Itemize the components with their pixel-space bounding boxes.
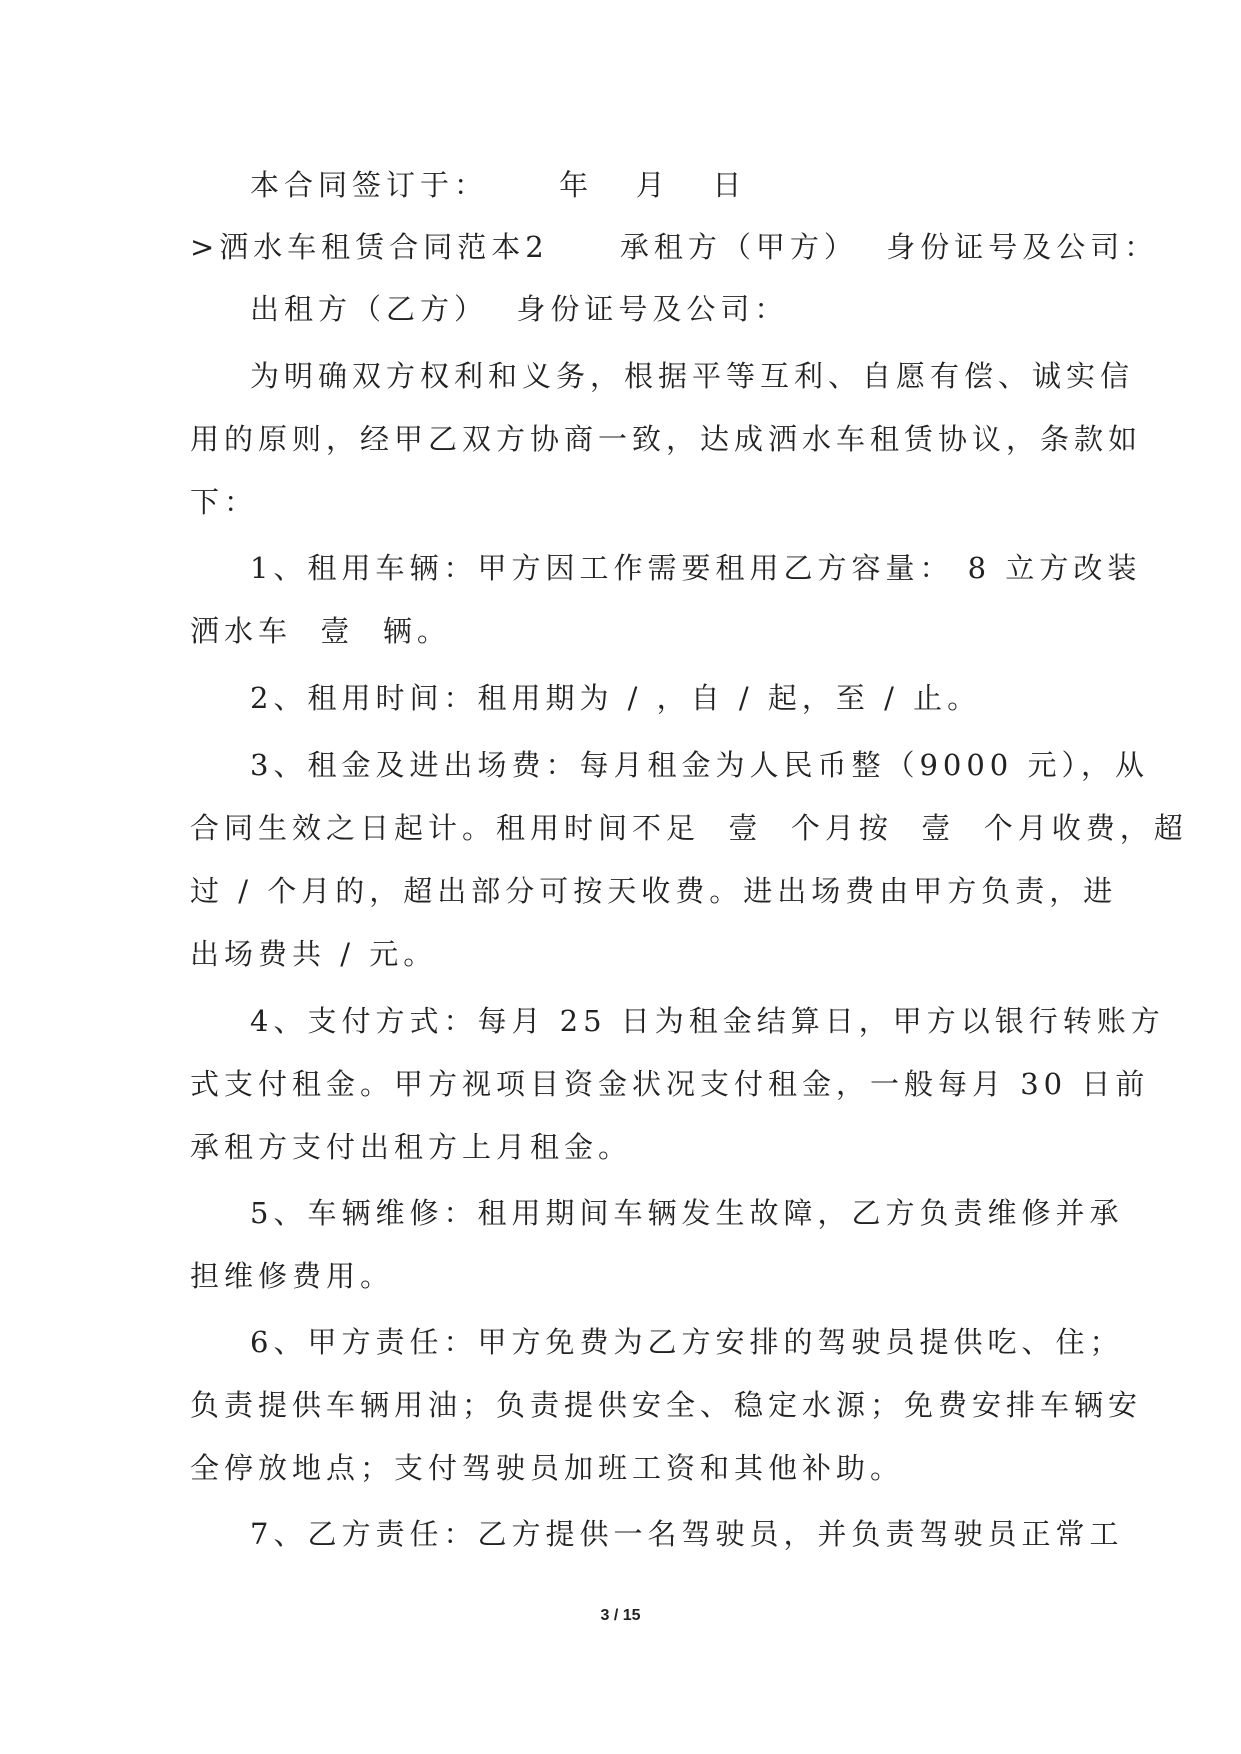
preamble-line-2: 用的原则，经甲乙双方协商一致，达成洒水车租赁协议，条款如 [190,422,1143,456]
clause-5-line-1: 5、车辆维修：租用期间车辆发生故障，乙方负责维修并承 [250,1196,1124,1230]
clause-5-line-2: 担维修费用。 [190,1259,395,1293]
clause-3-line-4: 出场费共 / 元。 [190,937,438,971]
preamble-line-3: 下： [190,485,259,519]
clause-7-line-1: 7、乙方责任：乙方提供一名驾驶员，并负责驾驶员正常工 [250,1517,1124,1551]
clause-6-line-1: 6、甲方责任：甲方免费为乙方安排的驾驶员提供吃、住； [250,1325,1124,1359]
clause-1-line-2: 洒水车 壹 辆。 [190,614,451,648]
contract-date-line: 本合同签订于： 年 月 日 [250,168,747,202]
clause-4-line-1: 4、支付方式：每月 25 日为租金结算日，甲方以银行转账方 [250,1004,1165,1038]
page-number: 3 / 15 [600,1607,641,1624]
clause-6-line-3: 全停放地点；支付驾驶员加班工资和其他补助。 [190,1451,905,1485]
clause-4-line-2: 式支付租金。甲方视项目资金状况支付租金，一般每月 30 日前 [190,1067,1150,1101]
lessor-line: 出租方（乙方） 身份证号及公司： [250,292,789,326]
clause-1-line-1: 1、租用车辆：甲方因工作需要租用乙方容量： 8 立方改装 [250,551,1142,585]
clause-2-line-1: 2、租用时间：租用期为 / ，自 / 起，至 / 止。 [250,681,982,715]
clause-3-line-2: 合同生效之日起计。租用时间不足 壹 个月按 壹 个月收费，超 [190,811,1188,845]
sample-title-line: >洒水车租赁合同范本2 承租方（甲方） 身份证号及公司： [190,230,1159,264]
clause-3-line-3: 过 / 个月的，超出部分可按天收费。进出场费由甲方负责，进 [190,874,1118,908]
clause-6-line-2: 负责提供车辆用油；负责提供安全、稳定水源；免费安排车辆安 [190,1388,1143,1422]
clause-4-line-3: 承租方支付出租方上月租金。 [190,1130,633,1164]
preamble-line-1: 为明确双方权利和义务，根据平等互利、自愿有偿、诚实信 [250,359,1135,393]
clause-3-line-1: 3、租金及进出场费：每月租金为人民币整（9000 元），从 [250,748,1149,782]
